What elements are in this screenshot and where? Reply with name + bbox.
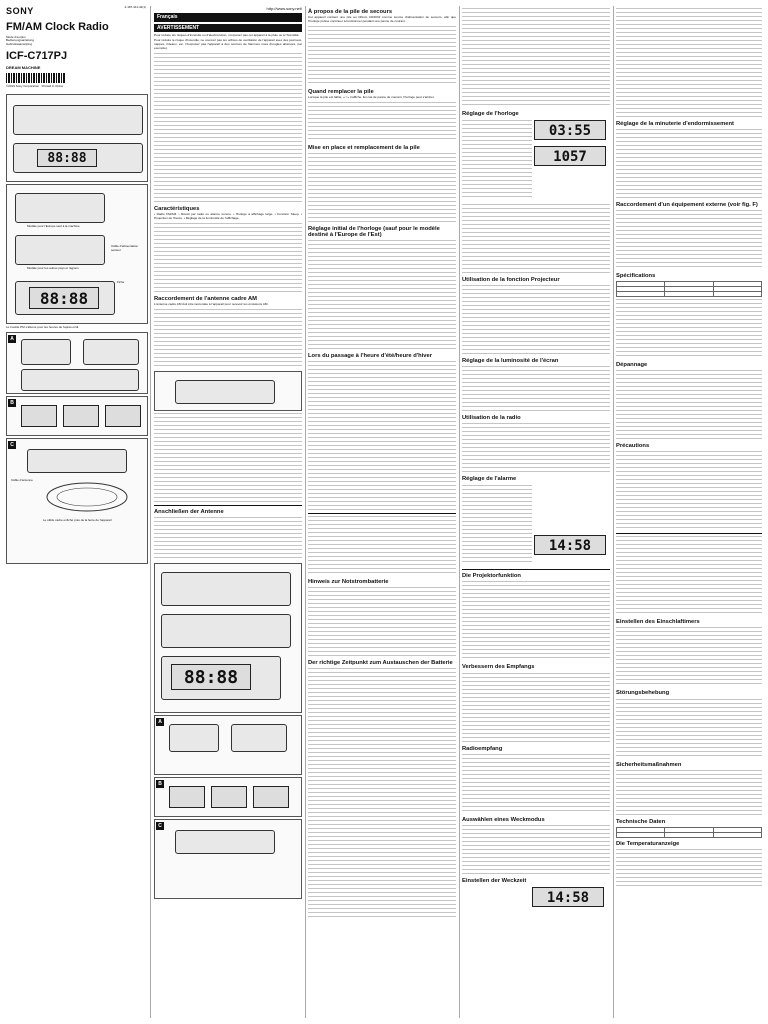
body-text-block: [462, 581, 610, 661]
callout-label: Le câble cadre enfiché près de la fente de l'appareil: [43, 518, 112, 523]
body-text-block: [462, 673, 610, 743]
body-text-block: [154, 53, 302, 203]
antenna-text: L'antenne cadre AM doit être raccordée à l'appareil pour recevoir les émissions AM.: [154, 301, 269, 306]
step-b-figure: [6, 396, 148, 436]
body-text-block: [308, 668, 456, 918]
replace-text: Lorsque la pile est faible, « ! » s'affiche. En cas de panne de courant, l'horloge peut s'arrêter.: [308, 95, 435, 100]
website-url: http://www.sony.net/: [266, 6, 302, 11]
clock-display: 88:88: [171, 664, 251, 690]
column-divider: [305, 6, 306, 1018]
section-heading: Mise en place et remplacement de la pile: [308, 145, 420, 152]
antenna-figure: [154, 371, 302, 411]
divider: [616, 533, 762, 534]
specs-table: [616, 281, 762, 297]
body-text-block: [462, 423, 610, 473]
section-heading: Réglage initial de l'horloge (sauf pour le modèle destiné à l'Europe de l'Est): [308, 226, 440, 239]
step-label: A: [156, 718, 164, 726]
step-label: B: [8, 399, 16, 407]
small-display: [63, 405, 99, 427]
body-text-block: [616, 210, 762, 270]
body-text-block: [616, 627, 762, 687]
callout-label: Fiche: [117, 280, 125, 285]
body-text-block: [462, 120, 532, 200]
body-text-block: [616, 451, 762, 531]
radio-top: [15, 235, 105, 265]
clock-display: 88:88: [29, 287, 99, 309]
step-label: C: [8, 441, 16, 449]
language-band: Français: [154, 13, 302, 21]
step-a-figure: [6, 332, 148, 394]
section-heading: Anschließen der Antenne: [154, 508, 224, 515]
step-label: B: [156, 780, 164, 788]
body-text-block: [616, 8, 762, 118]
body-text-block: [154, 223, 302, 293]
section-heading: Die Projektorfunktion: [462, 573, 521, 580]
section-heading: Lors du passage à l'heure d'été/heure d'hiver: [308, 353, 432, 360]
device-illustration: [231, 724, 287, 752]
body-text-block: [308, 516, 456, 576]
device-illustration: [21, 339, 71, 365]
callout-label: Câble d'antenne: [11, 478, 33, 483]
section-heading: Caractéristiques: [154, 205, 200, 212]
radio-back: [27, 449, 127, 473]
device-illustration: [169, 724, 219, 752]
body-text-block: [462, 754, 610, 814]
section-heading: Utilisation de la radio: [462, 415, 521, 422]
small-display: [105, 405, 141, 427]
features-text: • Radio FM/AM. • Réveil par radio ou alarme sonore. • Horloge à affichage large. • Fonction Sleep. • Projection de l'heure. • Réglage de la luminosité de l'affichage.: [154, 211, 302, 220]
section-heading: Einstellen des Einschlaftimers: [616, 619, 700, 626]
copyright: ©2019 Sony Corporation Printed in China: [6, 83, 63, 88]
model-number: ICF-C717PJ: [6, 50, 68, 63]
caution-text: Pour réduire le risque d'incendie, ne couvrez pas les orifices de ventilation de l'appareil avec des journaux, nappes, rideaux, etc. N'exposez pas l'appareil à des sources de flammes nues (bougies allumées, par exemple).: [154, 37, 302, 50]
clock-display: 88:88: [37, 149, 97, 167]
divider: [154, 505, 302, 506]
german-step-c-figure: [154, 819, 302, 899]
warning-heading: AVERTISSEMENT: [154, 24, 302, 32]
display-stack: [534, 118, 608, 202]
section-heading: Einstellen der Weckzeit: [462, 877, 527, 884]
section-heading: Réglage de l'alarme: [462, 476, 517, 483]
body-text-block: [462, 204, 610, 274]
small-display: [253, 786, 289, 808]
antenna-loop-illustration: [37, 479, 137, 515]
section-heading: Sicherheitsmaßnahmen: [616, 761, 682, 768]
alarm-section: [462, 483, 610, 567]
alarm-display: 14:58: [532, 887, 604, 907]
radio-illustration: [13, 105, 143, 135]
section-heading: Quand remplacer la pile: [308, 88, 374, 95]
front-view-figure: [6, 94, 148, 182]
column-3: [308, 6, 456, 1018]
section-heading: Raccordement de l'antenne cadre AM: [154, 295, 257, 302]
section-heading: Précautions: [616, 443, 650, 450]
section-heading: Radioempfang: [462, 745, 503, 752]
body-text-block: [154, 309, 302, 369]
radio-illustration: [161, 572, 291, 606]
section-heading: Réglage de la minuterie d'endormissement: [616, 121, 734, 127]
column-1: [6, 6, 148, 1018]
radio-illustration: [161, 614, 291, 648]
body-text-block: [308, 26, 456, 86]
body-text-block: [616, 299, 762, 359]
column-4: [462, 6, 610, 1018]
body-text-block: [308, 240, 456, 350]
column-5: [616, 6, 762, 1018]
device-illustration: [83, 339, 139, 365]
section-heading: Dépannage: [616, 362, 648, 369]
body-text-block: [154, 413, 302, 503]
section-heading: Die Temperaturanzeige: [616, 840, 680, 847]
section-heading: Raccordement d'un équipement externe (voir fig. F): [616, 202, 758, 209]
callout-label: Modèle pour l'Europe seul à la machine: [27, 224, 80, 229]
german-step-b-figure: [154, 777, 302, 817]
barcode: [6, 73, 66, 83]
brand-logo: SONY: [6, 6, 34, 16]
divider: [308, 513, 456, 514]
body-text-block: [462, 485, 532, 565]
battery-text: Cet appareil contient une pile au lithium CR2032 comme source d'alimentation de secours, afin que l'horloge puisse continuer à fonctionner pendant une panne de courant.: [308, 15, 456, 24]
radio-top: [15, 193, 105, 223]
callout-label: Câble d'alimentation secteur: [111, 244, 139, 253]
callout-label: Modèle pour les autres pays et régions: [27, 266, 79, 271]
body-text-block: [616, 129, 762, 199]
warning-text: Pour réduire les risques d'incendie ou d'électrocution, n'exposez pas cet appareil à la pluie ou à l'humidité.: [154, 32, 300, 37]
small-display: [169, 786, 205, 808]
clock-display: 03:55: [534, 120, 606, 140]
alarm-display: 14:58: [534, 535, 606, 555]
body-text-block: [154, 517, 302, 561]
body-text-block: [462, 366, 610, 412]
step-label: C: [156, 822, 164, 830]
section-heading: Störungsbehebung: [616, 690, 670, 697]
section-heading: Utilisation de la fonction Projecteur: [462, 277, 560, 284]
german-front-figure: [154, 563, 302, 713]
body-text-block: [308, 361, 456, 511]
language-list: Mode d'emploi Bedienungsanleitung Gebruiksaanwijzing: [6, 34, 35, 46]
product-title: FM/AM Clock Radio: [6, 20, 109, 33]
series-name: DREAM MACHINE: [6, 65, 41, 71]
section-heading: Hinweis zur Notstrombatterie: [308, 579, 389, 586]
small-display: [211, 786, 247, 808]
column-divider: [150, 6, 151, 1018]
body-text-block: [616, 370, 762, 440]
section-heading: Verbessern des Empfangs: [462, 664, 535, 671]
section-heading: Technische Daten: [616, 818, 666, 825]
section-heading: Spécifications: [616, 273, 656, 280]
specs-table: [616, 827, 762, 838]
body-text-block: [616, 770, 762, 816]
section-heading: À propos de la pile de secours: [308, 9, 393, 15]
body-text-block: [616, 699, 762, 759]
german-step-a-figure: [154, 715, 302, 775]
column-divider: [459, 6, 460, 1018]
document-code: 4-187-311-42(1): [124, 6, 146, 9]
body-text-block: [462, 8, 610, 108]
body-text-block: [616, 536, 762, 616]
top-view-figure: [6, 184, 148, 324]
radio-back: [175, 830, 275, 854]
figure-caption: Le trouble PM s'allume pour les heures de l'après-midi.: [6, 325, 80, 330]
body-text-block: [462, 825, 610, 875]
small-display: [21, 405, 57, 427]
section-heading: Der richtige Zeitpunkt zum Austauschen der Batterie: [308, 660, 453, 667]
body-text-block: [616, 849, 762, 889]
body-text-block: [462, 285, 610, 355]
frequency-display: 1057: [534, 146, 606, 166]
device-illustration: [21, 369, 139, 391]
section-heading: Auswählen eines Weckmodus: [462, 816, 545, 823]
section-heading: Réglage de la luminosité de l'écran: [462, 358, 559, 365]
clock-section: [462, 118, 610, 202]
divider: [462, 569, 610, 570]
column-2: [154, 6, 302, 1018]
step-c-figure: [6, 438, 148, 564]
column-divider: [613, 6, 614, 1018]
body-text-block: [308, 153, 456, 223]
section-heading: Réglage de l'horloge: [462, 111, 519, 117]
body-text-block: [308, 587, 456, 657]
radio-back: [175, 380, 275, 404]
body-text-block: [308, 102, 456, 142]
step-label: A: [8, 335, 16, 343]
